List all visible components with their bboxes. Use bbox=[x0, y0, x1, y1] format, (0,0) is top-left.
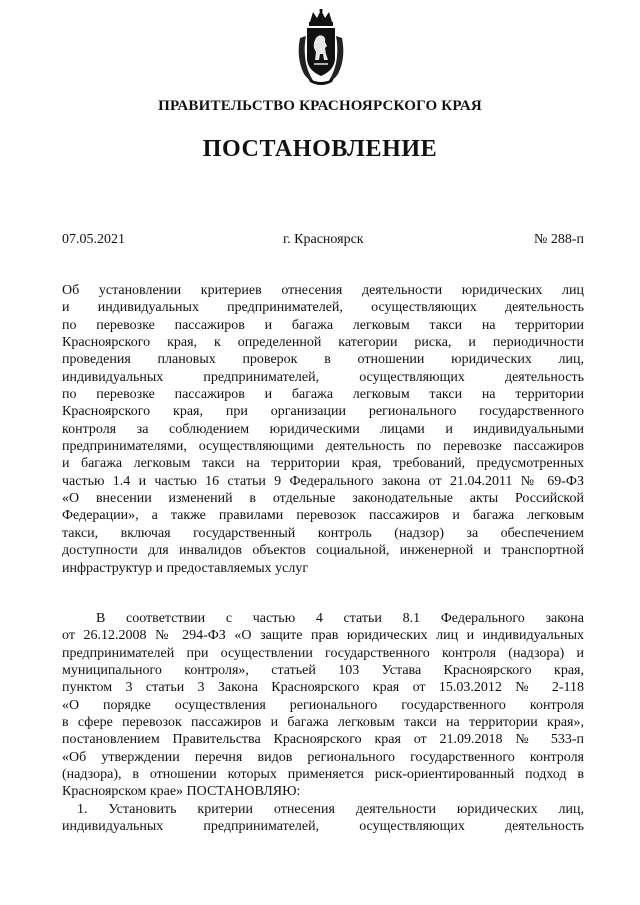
document-meta-row bbox=[62, 232, 584, 250]
document-date: 07.05.2021 bbox=[62, 232, 125, 247]
body-line: индивидуальных предпринимателей, осуществляющих деятельность bbox=[62, 819, 584, 835]
body-line: пунктом 3 статьи 3 Закона Красноярского края от 15.03.2012 № 2-118 bbox=[62, 680, 584, 696]
title-line: Федерации», а также правилами перевозок пассажиров и багажа легковым bbox=[62, 508, 584, 524]
body-line: Красноярском крае» ПОСТАНОВЛЯЮ: bbox=[62, 784, 301, 800]
document-body bbox=[62, 610, 584, 835]
title-line: по перевозке пассажиров и багажа легковым такси на территории bbox=[62, 387, 584, 403]
title-line: проведения плановых проверок в отношении юридических лиц, bbox=[62, 352, 584, 368]
body-line: предпринимателей при осуществлении государственного контроля (надзора) и bbox=[62, 645, 584, 661]
body-line: 1. Установить критерии отнесения деятельности юридических лиц, bbox=[77, 801, 584, 817]
body-line: муниципального контроля», статьей 103 Устава Красноярского края, bbox=[62, 663, 584, 679]
document-title bbox=[62, 282, 584, 577]
title-line: предпринимателями, осуществляющими деятельность по перевозке пассажиров bbox=[62, 439, 584, 455]
title-line: «О внесении изменений в отдельные законодательные акты Российской bbox=[62, 491, 584, 507]
body-line: (надзора), в отношении которых применяется риск-ориентированный подход в bbox=[62, 767, 584, 783]
body-line: в сфере перевозок пассажиров и багажа легковым такси на территории края», bbox=[62, 715, 584, 731]
title-line: инфраструктур и предоставляемых услуг bbox=[62, 560, 309, 576]
title-line: по перевозке пассажиров и багажа легковым такси на территории bbox=[62, 317, 584, 333]
title-line: Об установлении критериев отнесения деятельности юридических лиц bbox=[62, 283, 584, 298]
government-name: ПРАВИТЕЛЬСТВО КРАСНОЯРСКОГО КРАЯ bbox=[158, 98, 482, 114]
document-number: № 288-п bbox=[533, 232, 584, 247]
document-type-heading: ПОСТАНОВЛЕНИЕ bbox=[202, 136, 438, 162]
title-line: индивидуальных предпринимателей, осуществляющих деятельность bbox=[62, 369, 584, 385]
document-place: г. Красноярск bbox=[283, 232, 364, 247]
title-line: и багажа легковым такси на территории края, требований, предусмотренных bbox=[62, 456, 584, 472]
title-line: контроля за соблюдением юридическими лицами и индивидуальными bbox=[62, 421, 584, 437]
body-line: постановлением Правительства Красноярского края от 21.09.2018 № 533-п bbox=[62, 732, 584, 748]
title-line: и индивидуальных предпринимателей, осуществляющих деятельность bbox=[62, 300, 584, 316]
title-line: Красноярского края, к определенной категории риска, и периодичности bbox=[62, 335, 584, 351]
krasnoyarsk-coat-of-arms-icon bbox=[294, 8, 348, 86]
title-line: такси, включая государственный контроль (надзор) за обеспечением bbox=[62, 525, 584, 541]
title-line: частью 1.4 и частью 16 статьи 9 Федерального закона от 21.04.2011 № 69-ФЗ bbox=[62, 473, 584, 489]
title-line: доступности для инвалидов объектов социальной, инженерной и транспортной bbox=[62, 543, 584, 559]
body-line: «Об утверждении перечня видов регионального государственного контроля bbox=[62, 749, 584, 765]
title-line: Красноярского края, при организации регионального государственного bbox=[62, 404, 584, 420]
body-line: В соответствии с частью 4 статьи 8.1 Федерального закона bbox=[96, 611, 584, 626]
body-line: «О порядке осуществления регионального государственного контроля bbox=[62, 697, 584, 713]
body-line: от 26.12.2008 № 294-ФЗ «О защите прав юридических лиц и индивидуальных bbox=[62, 628, 584, 644]
